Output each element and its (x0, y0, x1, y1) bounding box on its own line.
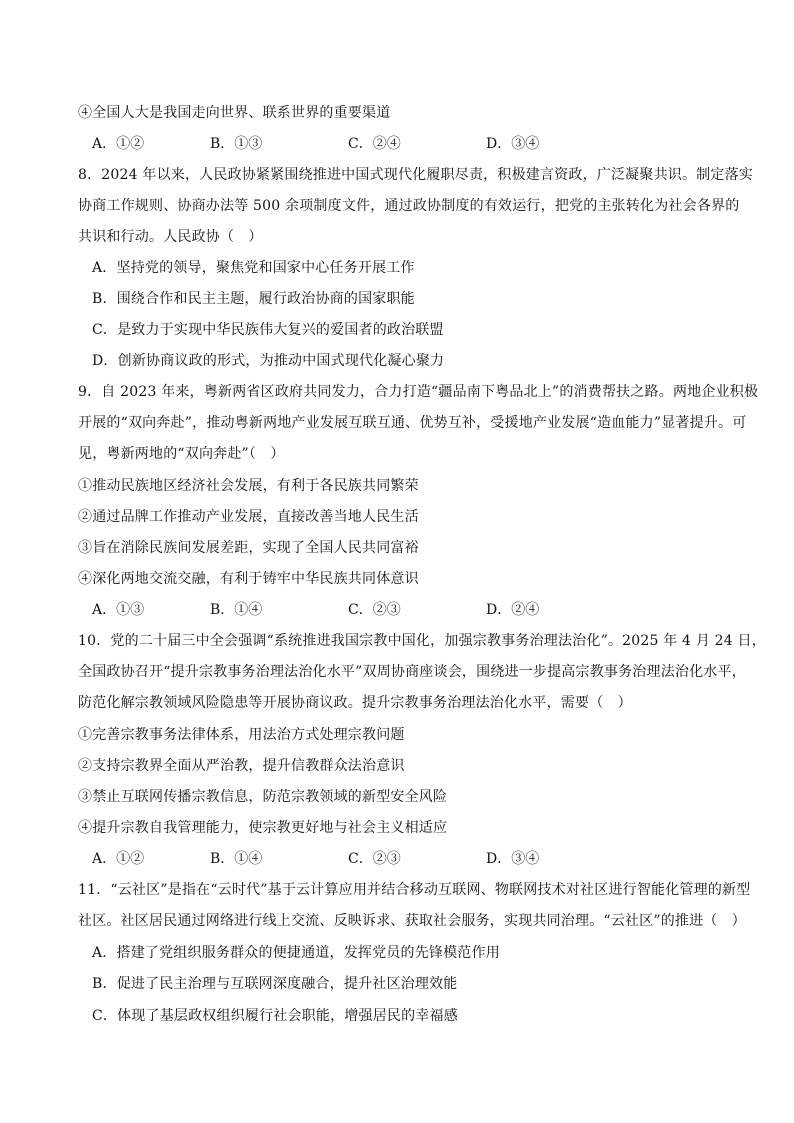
question-8-text: 共识和行动。人民政协（ ） (78, 229, 263, 245)
question-9-text: 开展的“双向奔赴”，推动粤新两地产业发展互联互通、优势互补，受援地产业发展“造血能力”显著提升。可 (78, 415, 747, 431)
choice-d: D．②④ (486, 602, 540, 618)
choice-c: C．②③ (348, 851, 401, 867)
statement-4: ④提升宗教自我管理能力，使宗教更好地与社会主义相适应 (78, 820, 448, 836)
choice-a: A．①② (92, 851, 145, 867)
statement-1: ①推动民族地区经济社会发展，有利于各民族共同繁荣 (78, 478, 419, 494)
answer-choices-q9 (92, 600, 712, 620)
choice-d: D．③④ (486, 136, 540, 152)
statement-3: ③旨在消除民族间发展差距，实现了全国人民共同富裕 (78, 540, 419, 556)
option-b: B．促进了民主治理与互联网深度融合，提升社区治理效能 (92, 976, 458, 992)
choice-c: C．②④ (348, 136, 401, 152)
question-9-text: 9．自 2023 年来，粤新两省区政府共同发力，合力打造“疆品南下粤品北上”的消费帮扶之路。两地企业积极 (78, 384, 759, 400)
choice-c: C．②③ (348, 602, 401, 618)
choice-a: A．①③ (92, 602, 145, 618)
option-c: C．是致力于实现中华民族伟大复兴的爱国者的政治联盟 (92, 322, 444, 338)
option-c: C．体现了基层政权组织履行社会职能，增强居民的幸福感 (92, 1008, 458, 1024)
option-d: D．创新协商议政的形式，为推动中国式现代化凝心聚力 (92, 353, 445, 369)
choice-b: B．①④ (210, 602, 263, 618)
question-9-text: 见，粤新两地的“双向奔赴”（ ） (78, 446, 285, 462)
statement-2: ②通过品牌工作推动产业发展，直接改善当地人民生活 (78, 509, 419, 525)
question-10-text: 10．党的二十届三中全会强调“系统推进我国宗教中国化，加强宗教事务治理法治化”。2025 年 4 月 24 日， (78, 633, 766, 649)
choice-b: B．①③ (210, 136, 263, 152)
question-10-text: 防范化解宗教领域风险隐患等开展协商议政。提升宗教事务治理法治化水平，需要（ ） (78, 695, 632, 711)
answer-choices-q7 (92, 134, 712, 154)
option-a: A．坚持党的领导，聚焦党和国家中心任务开展工作 (92, 260, 415, 276)
statement-3: ③禁止互联网传播宗教信息，防范宗教领域的新型安全风险 (78, 789, 448, 805)
statement-4: ④全国人大是我国走向世界、联系世界的重要渠道 (78, 105, 391, 121)
option-b: B．围绕合作和民主主题，履行政治协商的国家职能 (92, 291, 415, 307)
statement-1: ①完善宗教事务法律体系，用法治方式处理宗教问题 (78, 727, 405, 743)
statement-2: ②支持宗教界全面从严治教，提升信教群众法治意识 (78, 758, 405, 774)
option-a: A．搭建了党组织服务群众的便捷通道，发挥党员的先锋模范作用 (92, 945, 500, 961)
question-11-text: 社区。社区居民通过网络进行线上交流、反映诉求、获取社会服务，实现共同治理。“云社区”的推进（ ） (78, 913, 746, 929)
statement-4: ④深化两地交流交融，有利于铸牢中华民族共同体意识 (78, 571, 419, 587)
choice-a: A．①② (92, 136, 145, 152)
choice-d: D．③④ (486, 851, 540, 867)
question-10-text: 全国政协召开“提升宗教事务治理法治化水平”双周协商座谈会，围绕进一步提高宗教事务治理法治化水平， (78, 664, 746, 680)
question-8-text: 协商工作规则、协商办法等 500 余项制度文件，通过政协制度的有效运行，把党的主张转化为社会各界的 (78, 198, 740, 214)
question-8-text: 8．2024 年以来，人民政协紧紧围绕推进中国式现代化履职尽责，积极建言资政，广泛凝聚共识。制定落实 (78, 167, 753, 183)
answer-choices-q10 (92, 849, 712, 869)
choice-b: B．①④ (210, 851, 263, 867)
question-11-text: 11．“云社区”是指在“云时代”基于云计算应用并结合移动互联网、物联网技术对社区进行智能化管理的新型 (78, 882, 751, 898)
